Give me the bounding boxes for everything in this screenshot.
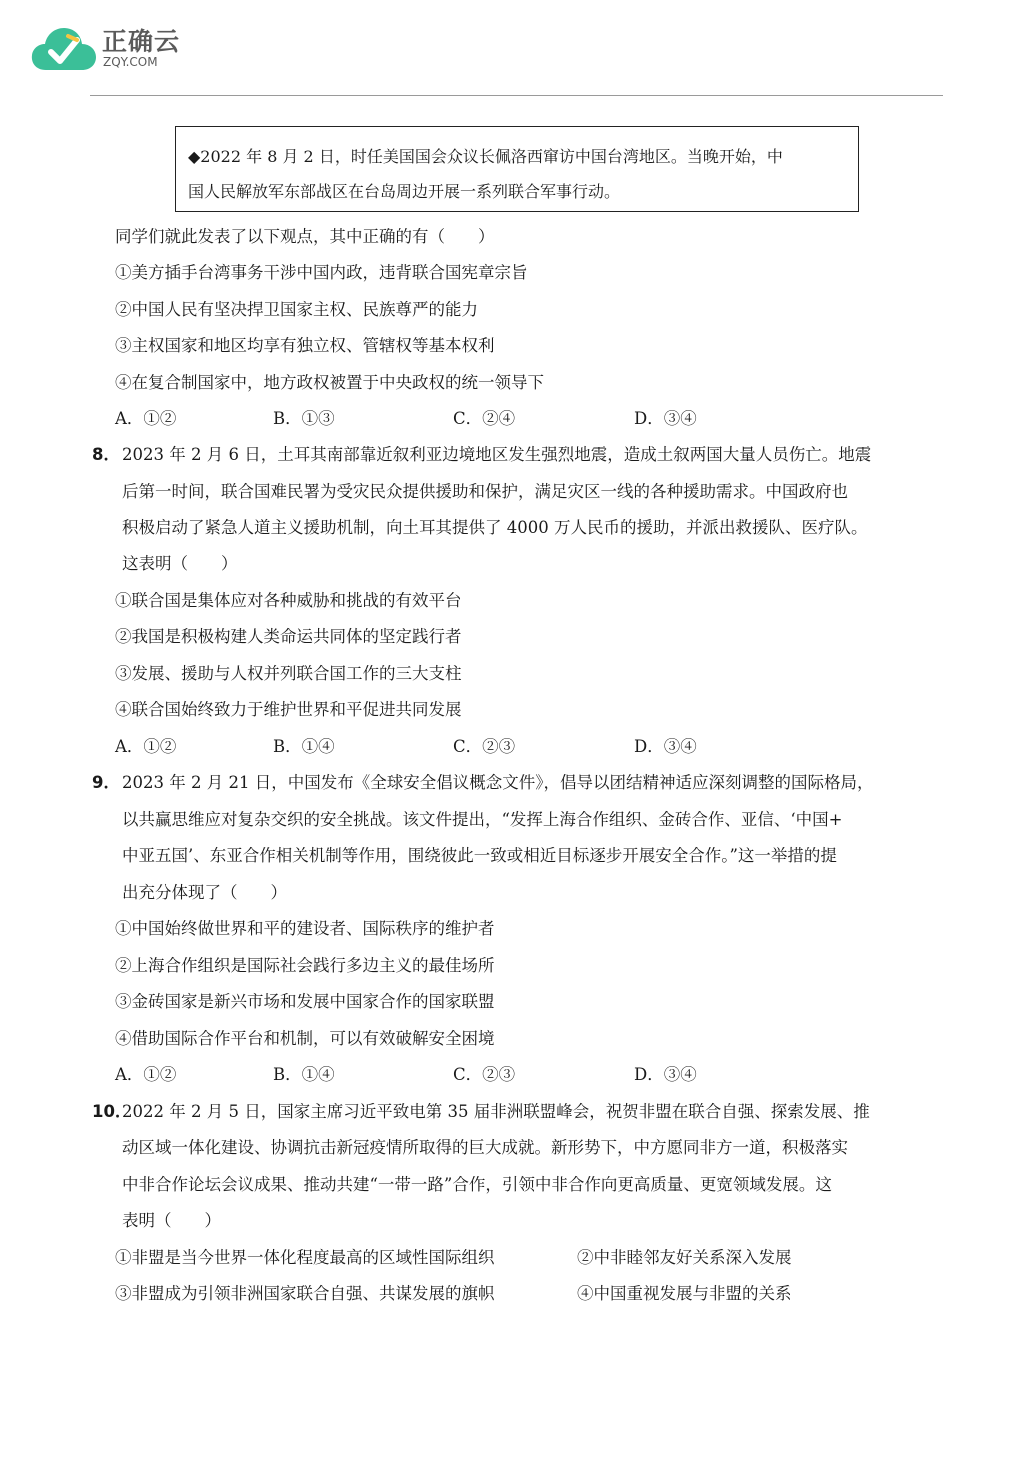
statement-item: ④在复合制国家中，地方政权被置于中央政权的统一领导下 [115,373,544,392]
question-number: 9． [92,773,120,792]
statement-item: ①非盟是当今世界一体化程度最高的区域性国际组织 [115,1248,495,1267]
question-text: 2023 年 2 月 6 日，土耳其南部靠近叙利亚边境地区发生强烈地震，造成土叙两国大量人员伤亡。地震 [122,445,872,464]
answer-option-c: C．②④ [453,409,516,428]
question-number: 10． [92,1102,132,1121]
question-text: 2022 年 2 月 5 日，国家主席习近平致电第 35 届非洲联盟峰会，祝贺非盟在联合自强、探索发展、推 [122,1102,870,1121]
statement-item: ①联合国是集体应对各种威胁和挑战的有效平台 [115,591,462,610]
answer-option-d: D．③④ [634,1065,697,1084]
question-text: 表明（ ） [122,1211,221,1230]
question-text: 中亚五国’、东亚合作相关机制等作用，围绕彼此一致或相近目标逐步开展安全合作。”这一举措的提 [122,846,837,865]
statement-item: ②我国是积极构建人类命运共同体的坚定践行者 [115,627,462,646]
answer-option-d: D．③④ [634,409,697,428]
statement-item: ②中国人民有坚决捍卫国家主权、民族尊严的能力 [115,300,478,319]
answer-option-c: C．②③ [453,1065,516,1084]
cloud-check-icon [30,22,98,74]
header-divider [90,95,943,96]
statement-item: ④借助国际合作平台和机制，可以有效破解安全困境 [115,1029,495,1048]
brand-logo [30,22,190,74]
answer-option-b: B．①④ [273,737,335,756]
question-text: 出充分体现了（ ） [122,883,287,902]
material-line: 国人民解放军东部战区在台岛周边开展一系列联合军事行动。 [188,182,621,201]
question-text: 2023 年 2 月 21 日，中国发布《全球安全倡议概念文件》，倡导以团结精神适应深刻调整的国际格局， [122,773,874,792]
answer-option-c: C．②③ [453,737,516,756]
question-text: 积极启动了紧急人道主义援助机制，向土耳其提供了 4000 万人民币的援助，并派出救援队、医疗队。 [122,518,868,537]
material-line: ◆2022 年 8 月 2 日，时任美国国会众议长佩洛西窜访中国台湾地区。当晚开始，中 [188,147,783,166]
answer-option-a: A．①② [115,1065,177,1084]
logo-domain: ZQY.COM [103,55,158,69]
question-text: 中非合作论坛会议成果、推动共建“一带一路”合作，引领中非合作向更高质量、更宽领域发展。这 [122,1175,832,1194]
statement-item: ③主权国家和地区均享有独立权、管辖权等基本权利 [115,336,495,355]
answer-option-a: A．①② [115,737,177,756]
statement-item: ①中国始终做世界和平的建设者、国际秩序的维护者 [115,919,495,938]
question-number: 8． [92,445,120,464]
question-stem: 同学们就此发表了以下观点，其中正确的有（ ） [115,227,495,246]
logo-name: 正确云 [102,27,181,56]
statement-item: ④联合国始终致力于维护世界和平促进共同发展 [115,700,462,719]
statement-item: ③非盟成为引领非洲国家联合自强、共谋发展的旗帜 [115,1284,495,1303]
answer-option-a: A．①② [115,409,177,428]
statement-item: ②上海合作组织是国际社会践行多边主义的最佳场所 [115,956,495,975]
statement-item: ③发展、援助与人权并列联合国工作的三大支柱 [115,664,462,683]
answer-option-b: B．①③ [273,409,335,428]
statement-item: ②中非睦邻友好关系深入发展 [577,1248,792,1267]
statement-item: ①美方插手台湾事务干涉中国内政，违背联合国宪章宗旨 [115,263,528,282]
statement-item: ④中国重视发展与非盟的关系 [577,1284,792,1303]
question-text: 以共赢思维应对复杂交织的安全挑战。该文件提出，“发挥上海合作组织、金砖合作、亚信、‘中国+ [122,810,843,829]
material-box [175,126,859,212]
answer-option-d: D．③④ [634,737,697,756]
question-text: 动区域一体化建设、协调抗击新冠疫情所取得的巨大成就。新形势下，中方愿同非方一道，积极落实 [122,1138,848,1157]
statement-item: ③金砖国家是新兴市场和发展中国家合作的国家联盟 [115,992,495,1011]
question-text: 这表明（ ） [122,554,238,573]
answer-option-b: B．①④ [273,1065,335,1084]
question-text: 后第一时间，联合国难民署为受灾民众提供援助和保护，满足灾区一线的各种援助需求。中国政府也 [122,482,848,501]
